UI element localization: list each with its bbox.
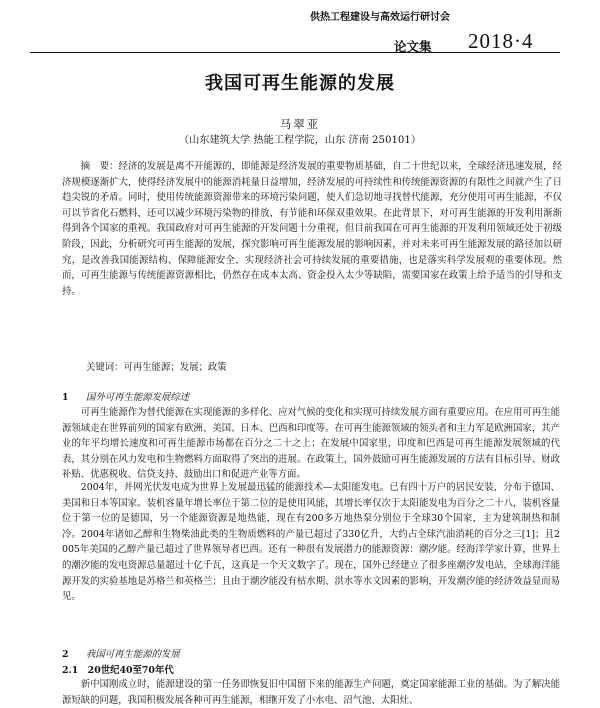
abstract: 摘 要：经济的发展是离不开能源的，即能源是经济发展的重要物质基础，自二十世纪以来，全球经济迅速发展，经济规模逐渐扩大，使得经济发展中的能源消耗量日益增加，经济发展的可持续性和传统能源资源的有限性之间就产生了日趋尖锐的矛盾。同时，使用传统能源资源带来的环境污染问题，使人们急切地寻找替代能源，充分使用可再生能源，不仅可以节省化石燃料，还可以减少环境污染物的排放，有节能和环保双重效果。在此背景下，对可再生能源的开发利用渐渐得到各个国家的重视。我国政府对可再生能源的开发问题十分重视，但目前我国在可再生能源的开发利用领域还处于初级阶段，因此，分析研究可再生能源的发展，探究影响可再生能源发展的影响因素，并对未来可再生能源发展的路径加以研究，是改善我国能源结构、保障能源安全、实现经济社会可持续发展的重要措施，也是落实科学发展观的重要体现。然而，可再生能源与传统能源资源相比，仍然存在成本太高、资金投入太少等缺陷，需要国家在政策上给予适当的引导和支持。 [62, 161, 562, 297]
author-affiliation: （山东建筑大学 热能工程学院，山东 济南 250101） [178, 135, 422, 146]
paper-title: 我国可再生能源的发展 [205, 73, 395, 94]
journal-name: 供热工程建设与高效运行研讨会 [310, 12, 450, 23]
section-1-paragraph-2: 2004年，并网光伏发电成为世界上发展最迅猛的能源技术—太阳能发电。已有四十万户的居民安装，分布于德国、美国和日本等国家。装机容量年增长率位于第二位的是使用风能，其增长率仅次于太阳能发电为百分之二十八，装机容量位于第一位的是德国，另一个能源资源是地热能，现在有200多万地热泵分别位于全球30个国家，主为建筑制热和制冷。2004年诸如乙醇和生物柴油此类的生物质燃料的产量已超过了330亿升，大约占全球汽油消耗的百分之三[1]；且2005年美国的乙醇产量已超过了世界领导者巴西。还有一种很有发展潜力的能源资源：潮汐能。经海洋学家计算，世界上的潮汐能的发电资源总量超过十亿千瓦，这真是一个天文数字了。现在，国外已经建立了很多座潮汐发电站，全球海洋能源开发的实验基地是苏格兰和英格兰；且由于潮汐能没有枯水期、洪水等水文因素的影响，开发潮汐能的经济效益显而易见。 [62, 482, 560, 603]
section-1-paragraph-1: 可再生能源作为替代能源在实现能源的多样化、应对气候的变化和实现可持续发展方面有重要应用。在应用可再生能源领域走在世界前列的国家有欧洲、美国、日本、巴西和印度等。在可再生能源领域的领头者和主力军是欧洲国家，其产业的年平均增长速度和可再生能源市场都在百分之二十之上；在发展中国家里，印度和巴西是可再生能源发展领域的代表，其分别在风力发电和生物燃料方面取得了突出的进展。在政策上，国外鼓励可再生能源发展的方法有目标引导、财政补贴、优惠税收、信贷支持、鼓励出口和促进产业等方面。 [62, 407, 560, 481]
section-1-title: 国外可再生能源发展综述 [86, 392, 190, 403]
subsection-2-1-heading: 2.1 20世纪40至70年代 [62, 665, 174, 676]
issue-number: 2018·4 [468, 29, 534, 53]
section-1-number: 1 [62, 392, 69, 403]
author-name: 马翠亚 [279, 117, 321, 131]
section-2-heading [62, 646, 180, 660]
section-label: 论文集 [394, 39, 432, 54]
header-divider [30, 52, 560, 53]
section-1-heading [62, 389, 189, 403]
keywords: 关键词：可再生能源；发展；政策 [86, 362, 227, 373]
section-2-number: 2 [62, 649, 69, 660]
section-2-title: 我国可再生能源的发展 [86, 649, 180, 660]
section-2-paragraph-1: 新中国刚成立时，能源建设的第一任务即恢复旧中国留下来的能源生产问题，奠定国家能源工业的基础。为了解决能源短缺的问题，我国积极发展各种可再生能源，相继开发了小水电、沼气池、太阳灶、 [62, 679, 560, 706]
